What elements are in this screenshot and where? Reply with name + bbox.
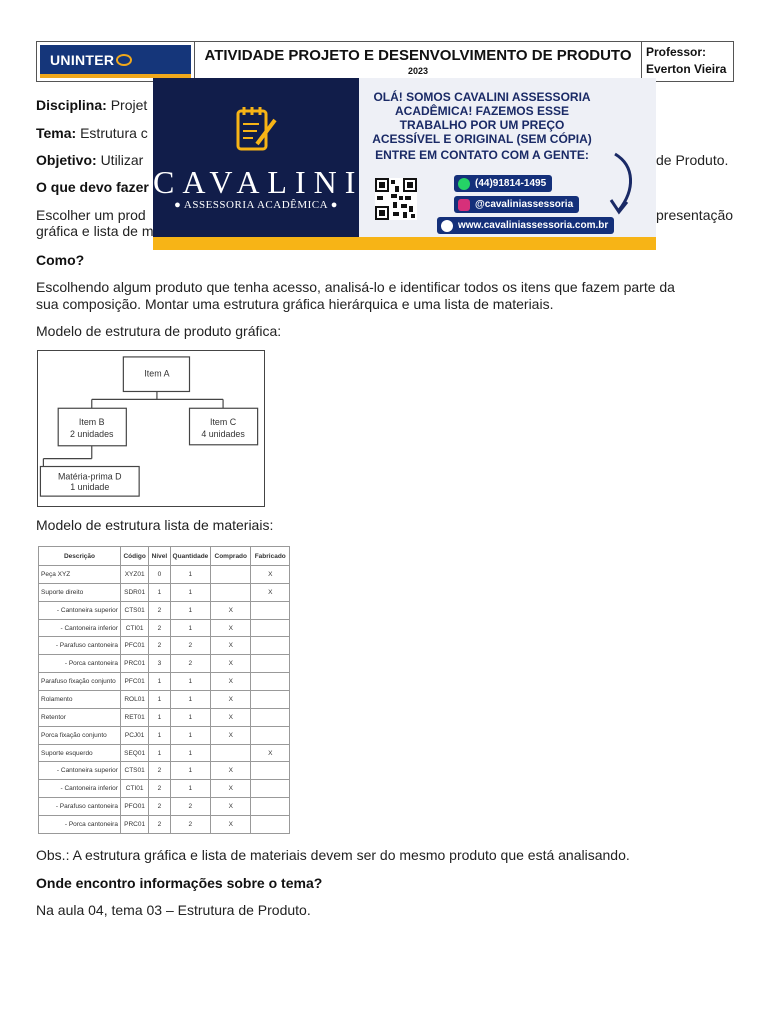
column-header: Descrição xyxy=(39,547,121,566)
table-cell: - Parafuso cantoneira xyxy=(39,637,121,655)
table-cell: X xyxy=(211,726,251,744)
column-header: Quantidade xyxy=(170,547,210,566)
disciplina-value: Projet xyxy=(110,97,148,113)
table-cell: 2 xyxy=(170,655,210,673)
table-cell: Peça XYZ xyxy=(39,566,121,584)
table-cell: Suporte esquerdo xyxy=(39,744,121,762)
tema-value: Estrutura c xyxy=(80,125,148,141)
obs-text: Obs.: A estrutura gráfica e lista de materiais devem ser do mesmo produto que está analisando. xyxy=(36,847,630,863)
table-row xyxy=(39,762,290,780)
objetivo-tail: de Produto. xyxy=(656,152,729,168)
table-row xyxy=(39,816,290,834)
item-c-label: Item C xyxy=(209,417,237,428)
onde-heading: Onde encontro informações sobre o tema? xyxy=(36,875,323,891)
column-header: Nível xyxy=(149,547,170,566)
item-d-qty: 1 unidade xyxy=(70,482,110,493)
materials-list-table xyxy=(38,546,290,834)
table-cell: PCJ01 xyxy=(120,726,148,744)
table-cell: - Parafuso cantoneira xyxy=(39,798,121,816)
table-cell: 2 xyxy=(149,601,170,619)
banner-brand: CAVALINI xyxy=(153,164,364,200)
objetivo-label: Objetivo: xyxy=(36,152,97,168)
table-cell: X xyxy=(211,816,251,834)
table-cell: PRC01 xyxy=(120,816,148,834)
table-cell: X xyxy=(211,619,251,637)
table-cell: XYZ01 xyxy=(120,566,148,584)
table-cell xyxy=(211,566,251,584)
modelo-lista-label: Modelo de estrutura lista de materiais: xyxy=(36,517,274,533)
table-cell xyxy=(251,798,290,816)
table-cell: X xyxy=(211,673,251,691)
item-d-label: Matéria-prima D xyxy=(57,471,122,482)
table-cell xyxy=(251,691,290,709)
table-cell: 1 xyxy=(170,691,210,709)
table-row xyxy=(39,566,290,584)
como-text-2: sua composição. Montar uma estrutura gráfica hierárquica e uma lista de materiais. xyxy=(36,296,554,312)
table-cell: X xyxy=(211,780,251,798)
table-row xyxy=(39,780,290,798)
table-cell: X xyxy=(211,708,251,726)
item-c-qty: 4 unidades xyxy=(201,428,245,439)
notepad-pencil-icon xyxy=(235,104,279,158)
modelo-grafica-label: Modelo de estrutura de produto gráfica: xyxy=(36,323,282,339)
table-cell: 0 xyxy=(149,566,170,584)
table-cell: - Porca cantoneira xyxy=(39,816,121,834)
table-cell: CTS01 xyxy=(120,601,148,619)
table-cell: X xyxy=(211,601,251,619)
table-body xyxy=(39,566,290,834)
logo-cell xyxy=(37,42,195,81)
table-cell: SDR01 xyxy=(120,583,148,601)
table-row xyxy=(39,744,290,762)
website-url: www.cavaliniassessoria.com.br xyxy=(458,220,609,231)
table-cell: Porca fixação conjunto xyxy=(39,726,121,744)
table-cell: X xyxy=(251,744,290,762)
table-cell: X xyxy=(251,583,290,601)
table-cell: - Cantoneira superior xyxy=(39,762,121,780)
qr-code-icon[interactable] xyxy=(375,178,417,220)
onde-text: Na aula 04, tema 03 – Estrutura de Produto. xyxy=(36,902,311,918)
table-row xyxy=(39,601,290,619)
table-cell xyxy=(211,744,251,762)
table-cell: 2 xyxy=(149,780,170,798)
banner-headline: OLÁ! SOMOS CAVALINI ASSESSORIA ACADÊMICA! FAZEMOS ESSE TRABALHO POR UM PREÇO ACESSÍVEL E ORIGINAL (SEM CÓPIA) xyxy=(372,90,592,146)
table-cell: PFC01 xyxy=(120,637,148,655)
table-cell: 1 xyxy=(170,744,210,762)
logo-text: UNINTER xyxy=(50,51,115,68)
table-row xyxy=(39,619,290,637)
table-cell: 1 xyxy=(149,726,170,744)
table-cell: - Cantoneira inferior xyxy=(39,619,121,637)
product-structure-diagram xyxy=(37,350,265,507)
table-cell: 1 xyxy=(170,726,210,744)
table-cell: Parafuso fixação conjunto xyxy=(39,673,121,691)
table-cell: 1 xyxy=(149,691,170,709)
column-header: Código xyxy=(120,547,148,566)
professor-label: Professor: xyxy=(646,45,707,59)
column-header: Fabricado xyxy=(251,547,290,566)
tema-label: Tema: xyxy=(36,125,77,141)
table-row xyxy=(39,708,290,726)
banner-brand-sub: ● ASSESSORIA ACADÊMICA ● xyxy=(174,199,338,211)
instagram-handle: @cavaliniassessoria xyxy=(475,199,574,210)
table-cell: ROL01 xyxy=(120,691,148,709)
table-cell: 1 xyxy=(170,780,210,798)
table-cell: Rolamento xyxy=(39,691,121,709)
table-cell xyxy=(251,619,290,637)
objetivo-line xyxy=(36,152,143,168)
table-cell: PRC01 xyxy=(120,655,148,673)
column-header: Comprado xyxy=(211,547,251,566)
table-header xyxy=(39,547,290,566)
table-cell xyxy=(251,637,290,655)
table-cell: RET01 xyxy=(120,708,148,726)
como-text-1: Escolhendo algum produto que tenha acesso, analisá-lo e identificar todos os itens que fazem parte da xyxy=(36,279,675,295)
table-cell: 1 xyxy=(149,583,170,601)
table-cell xyxy=(251,726,290,744)
phone-number: (44)91814-1495 xyxy=(475,178,547,189)
table-cell xyxy=(251,673,290,691)
professor-cell xyxy=(642,42,733,81)
table-cell: 2 xyxy=(170,637,210,655)
table-cell: X xyxy=(211,762,251,780)
table-cell xyxy=(251,762,290,780)
table-cell xyxy=(251,780,290,798)
table-cell: 2 xyxy=(170,798,210,816)
objetivo-value: Utilizar xyxy=(100,152,144,168)
table-cell: X xyxy=(211,798,251,816)
disciplina-line xyxy=(36,97,147,113)
table-row xyxy=(39,798,290,816)
escolher-line-1: Escolher um prod xyxy=(36,207,146,223)
table-row xyxy=(39,691,290,709)
document-title: ATIVIDADE PROJETO E DESENVOLVIMENTO DE PRODUTO xyxy=(204,47,632,64)
table-cell: 1 xyxy=(170,566,210,584)
table-cell: 1 xyxy=(149,744,170,762)
document-year: 2023 xyxy=(407,66,429,76)
como-heading: Como? xyxy=(36,252,85,268)
materials-table xyxy=(38,546,290,834)
table-row xyxy=(39,673,290,691)
table-cell: CTI01 xyxy=(120,780,148,798)
escolher-line-1-tail: presentação xyxy=(656,207,734,223)
table-cell: 2 xyxy=(149,762,170,780)
globe-icon xyxy=(441,220,453,232)
title-cell xyxy=(195,42,642,81)
table-cell: X xyxy=(211,637,251,655)
table-cell: 1 xyxy=(149,673,170,691)
instagram-icon xyxy=(458,199,470,211)
table-cell: 1 xyxy=(170,673,210,691)
banner-stripe xyxy=(153,237,656,250)
table-row xyxy=(39,637,290,655)
table-cell: Suporte direito xyxy=(39,583,121,601)
globe-icon xyxy=(116,54,132,66)
curved-arrow-icon xyxy=(601,150,637,220)
table-cell xyxy=(251,601,290,619)
table-cell xyxy=(211,583,251,601)
table-cell: X xyxy=(251,566,290,584)
ad-banner[interactable] xyxy=(153,78,656,250)
disciplina-label: Disciplina: xyxy=(36,97,107,113)
table-cell xyxy=(251,655,290,673)
tema-line xyxy=(36,125,148,141)
table-cell: 2 xyxy=(149,816,170,834)
banner-contact: ENTRE EM CONTATO COM A GENTE: xyxy=(375,148,589,162)
table-cell: 2 xyxy=(170,816,210,834)
whatsapp-icon xyxy=(458,178,470,190)
table-cell: PFO01 xyxy=(120,798,148,816)
table-cell xyxy=(251,816,290,834)
table-cell: CTS01 xyxy=(120,762,148,780)
table-row xyxy=(39,655,290,673)
whatsapp-link[interactable] xyxy=(454,175,552,192)
table-cell: 2 xyxy=(149,637,170,655)
table-row xyxy=(39,726,290,744)
item-a-label: Item A xyxy=(144,368,170,379)
table-cell: Retentor xyxy=(39,708,121,726)
table-cell: CTI01 xyxy=(120,619,148,637)
escolher-line-2: gráfica e lista de m xyxy=(36,223,154,239)
table-row xyxy=(39,583,290,601)
website-link[interactable] xyxy=(437,217,614,234)
table-cell: 2 xyxy=(149,619,170,637)
table-cell: 3 xyxy=(149,655,170,673)
item-b-qty: 2 unidades xyxy=(70,428,114,439)
table-cell: PFC01 xyxy=(120,673,148,691)
table-cell: - Cantoneira inferior xyxy=(39,780,121,798)
table-cell: 1 xyxy=(170,601,210,619)
table-cell: 1 xyxy=(170,708,210,726)
table-cell: 1 xyxy=(170,583,210,601)
item-b-label: Item B xyxy=(78,417,105,428)
table-cell: - Porca cantoneira xyxy=(39,655,121,673)
table-cell: 1 xyxy=(170,619,210,637)
table-cell: - Cantoneira superior xyxy=(39,601,121,619)
table-cell: X xyxy=(211,691,251,709)
document-header xyxy=(36,41,734,82)
table-cell: SEQ01 xyxy=(120,744,148,762)
table-cell: 1 xyxy=(149,708,170,726)
fazer-heading: O que devo fazer xyxy=(36,179,149,195)
table-cell: 2 xyxy=(149,798,170,816)
instagram-link[interactable] xyxy=(454,196,579,213)
table-cell: X xyxy=(211,655,251,673)
uninter-logo xyxy=(40,45,191,78)
professor-name: Everton Vieira xyxy=(646,62,727,76)
table-cell xyxy=(251,708,290,726)
table-cell: 1 xyxy=(170,762,210,780)
